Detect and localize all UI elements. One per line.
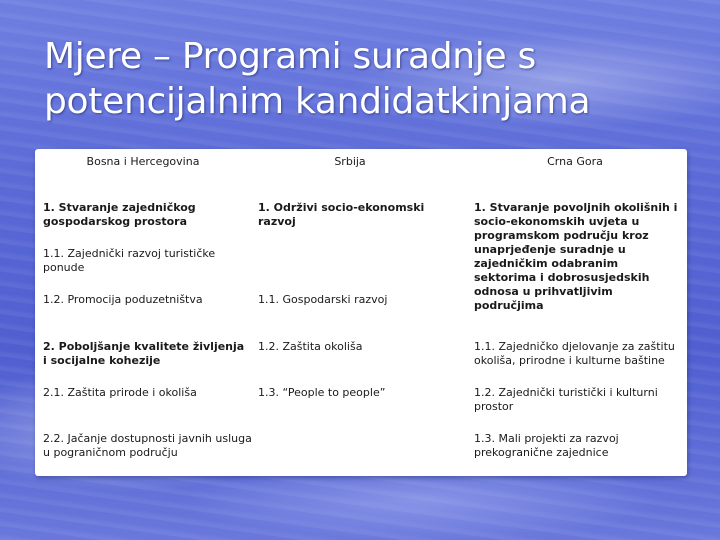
crna-gora-measure-1-3: 1.3. Mali projekti za razvoj prekogranične zajednice — [474, 432, 619, 459]
srbija-measure-1-3: 1.3. “People to people” — [258, 386, 386, 399]
crna-gora-measure-1: 1. Stvaranje povoljnih okolišnih i socio-ekonomskih uvjeta u programskom području kroz unaprjeđenje suradnje u zajedničkim odabranim sektorima i dobrosusjedskih odnosa u prihvatljivim područjima — [474, 201, 678, 312]
srbija-measure-1-2: 1.2. Zaštita okoliša — [258, 340, 363, 353]
bih-measure-2-2: 2.2. Jačanje dostupnosti javnih usluga u pograničnom području — [43, 432, 252, 459]
column-header-srbija: Srbija — [334, 155, 366, 168]
column-header-crna-gora: Crna Gora — [547, 155, 603, 168]
srbija-measure-1-1: 1.1. Gospodarski razvoj — [258, 293, 388, 306]
bih-measure-2-1: 2.1. Zaštita prirode i okoliša — [43, 386, 197, 399]
crna-gora-measure-1-1: 1.1. Zajedničko djelovanje za zaštitu okoliša, prirodne i kulturne baštine — [474, 340, 675, 367]
bih-measure-1-1: 1.1. Zajednički razvoj turističke ponude — [43, 247, 216, 274]
slide-title: Mjere – Programi suradnje s potencijalnim kandidatkinjama — [44, 36, 591, 122]
bih-measure-2: 2. Poboljšanje kvalitete življenja i socijalne kohezije — [43, 340, 245, 367]
srbija-measure-1: 1. Održivi socio-ekonomski razvoj — [258, 201, 425, 228]
bih-measure-1: 1. Stvaranje zajedničkog gospodarskog prostora — [43, 201, 196, 228]
bih-measure-1-2: 1.2. Promocija poduzetništva — [43, 293, 203, 306]
measures-table — [35, 149, 687, 476]
column-header-bih: Bosna i Hercegovina — [86, 155, 200, 168]
crna-gora-measure-1-2: 1.2. Zajednički turistički i kulturni prostor — [474, 386, 658, 413]
